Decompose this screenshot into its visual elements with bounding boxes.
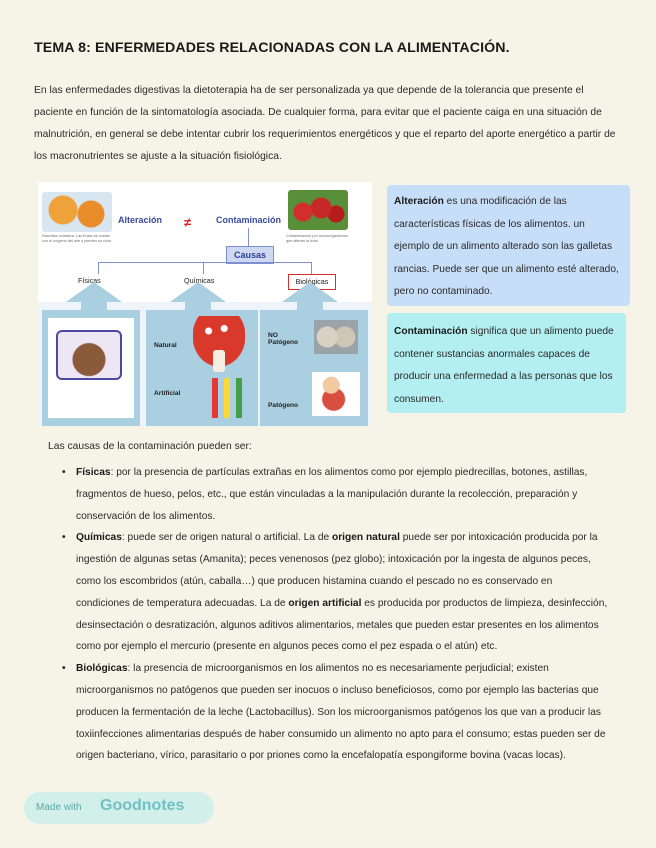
sick-child-image (312, 372, 360, 416)
connector (248, 228, 249, 246)
arrow-stem (81, 302, 107, 310)
intro-paragraph: En las enfermedades digestivas la dietoterapia ha de ser personalizada ya que depende de la tolerancia que presente el paciente en función de la sintomatología asociada. De cualquier forma, para evitar que el paciente caiga en una situación de malnutrición, en general se debe intentar cubrir los requerimientos energéticos y que el reparto del aporte energético a partir de los macronutrientes se ajuste a la situación fisiológica. (34, 85, 616, 162)
caption-right: Contaminación por microorganismos que alteran la fruta (286, 234, 348, 243)
alteracion-text: es una modificación de las características físicas de los alimentos. un ejemplo de un alimento alterado son las galletas rancias. Puede ser que un alimento esté alterado, pero no contaminado. (394, 196, 619, 297)
list-item-fisicas (62, 462, 608, 527)
quimicas-text-2: puede ser por intoxicación producida por la ingestión de algunas setas (Amanita); peces venenosos (pez globo); intoxicación por la ingesta de algunos peces, como los escombridos (atún, caballa…) que producen histamina cuando el pescado no es conservado en condiciones de temperatura adecuadas. La de (76, 532, 598, 609)
contaminacion-term: Contaminación (394, 326, 468, 337)
causas-box: Causas (226, 246, 274, 264)
causes-list (62, 462, 608, 767)
oranges-image (42, 192, 112, 232)
fisicas-text: : por la presencia de partículas extrañas en los alimentos como por ejemplo piedrecillas, botones, astillas, fragmentos de hueso, pelos, etc., que están vinculadas a la manipulación durante la recolección, preparación y conservación de los alimentos. (76, 467, 588, 522)
label-no-patogeno: NO Patógeno (268, 332, 299, 346)
quimicas-text-3: es producida por productos de limpieza, desinfección, desinsectación o desratización, algunos aditivos alimentarios, metales que pueden estar presentes en los alimentos como por ejemplo el mercurio (presente en algunos peces como el pez espada o el atún) etc. (76, 597, 608, 653)
alteracion-term: Alteración (394, 196, 444, 207)
biologicas-label: Biológicas (76, 663, 128, 675)
strawberries-image (288, 190, 348, 230)
label-alteracion: Alteración (118, 215, 163, 225)
arrow-biologicas (282, 282, 338, 302)
fisicas-label: Físicas (76, 467, 111, 478)
arrow-quimicas (170, 282, 226, 302)
badge-made-with: Made with (36, 802, 82, 813)
connector (311, 262, 312, 274)
page-title: TEMA 8: ENFERMEDADES RELACIONADAS CON LA ALIMENTACIÓN. (34, 40, 510, 56)
contaminacion-text: significa que un alimento puede contener sustancias anormales capaces de producir una enfermedad a las personas que los consumen. (394, 326, 614, 405)
label-biologicas: Biológicas (288, 274, 336, 290)
alteracion-definition (394, 191, 622, 304)
arrow-stem (185, 302, 211, 310)
label-patogeno: Patógeno (268, 402, 299, 409)
quimicas-label: Químicas (76, 532, 122, 544)
quimicas-artificial: origen artificial (288, 597, 362, 609)
contaminacion-definition-box (387, 313, 626, 413)
label-artificial: Artificial (154, 390, 181, 397)
causes-diagram (38, 182, 372, 426)
list-item-quimicas (62, 527, 608, 658)
connector (203, 262, 204, 274)
goodnotes-badge[interactable] (24, 792, 214, 824)
label-contaminacion: Contaminación (216, 215, 282, 225)
quimicas-text-1: : puede ser de origen natural o artificial. La de (121, 532, 332, 544)
label-fisicas: Físicas (78, 276, 101, 285)
label-quimicas: Químicas (184, 276, 215, 285)
petri-dish-image (314, 320, 358, 354)
caption-left: Rancidez oxidativa. Las frutas se oxidan con el oxígeno del aire y pierden su color (42, 234, 112, 243)
arrow-fisicas (66, 282, 122, 302)
connector (98, 262, 312, 263)
arrow-stem (297, 302, 323, 310)
connector (98, 262, 99, 274)
test-tubes-image (206, 378, 254, 418)
mushroom-stem (213, 350, 225, 372)
label-natural: Natural (154, 342, 177, 349)
not-equal-sign: ≠ (184, 215, 192, 230)
quimicas-natural: origen natural (331, 532, 400, 544)
contaminacion-definition (394, 321, 622, 411)
list-item-biologicas (62, 658, 608, 767)
physical-contamination-image (56, 330, 122, 380)
alteracion-definition-box (387, 185, 630, 306)
causes-intro: Las causas de la contaminación pueden ser: (48, 441, 252, 452)
goodnotes-logo: Goodnotes (100, 797, 185, 814)
biologicas-text: : la presencia de microorganismos en los alimentos no es necesariamente perjudicial; existen microorganismos no patógenos que pueden ser inocuos o incluso beneficiosos, como por ejemplo las bacterias que producen la fermentación de la leche (Lactobacillus). Son los microorganismos patógenos los que van a producir las toxiinfecciones alimentarias después de haber consumido un alimento no apto para el consumo; estas pueden ser de origen bacteriano, vírico, parasitario o por priones como la encefalopatía espongiforme bovina (vacas locas). (76, 663, 606, 762)
